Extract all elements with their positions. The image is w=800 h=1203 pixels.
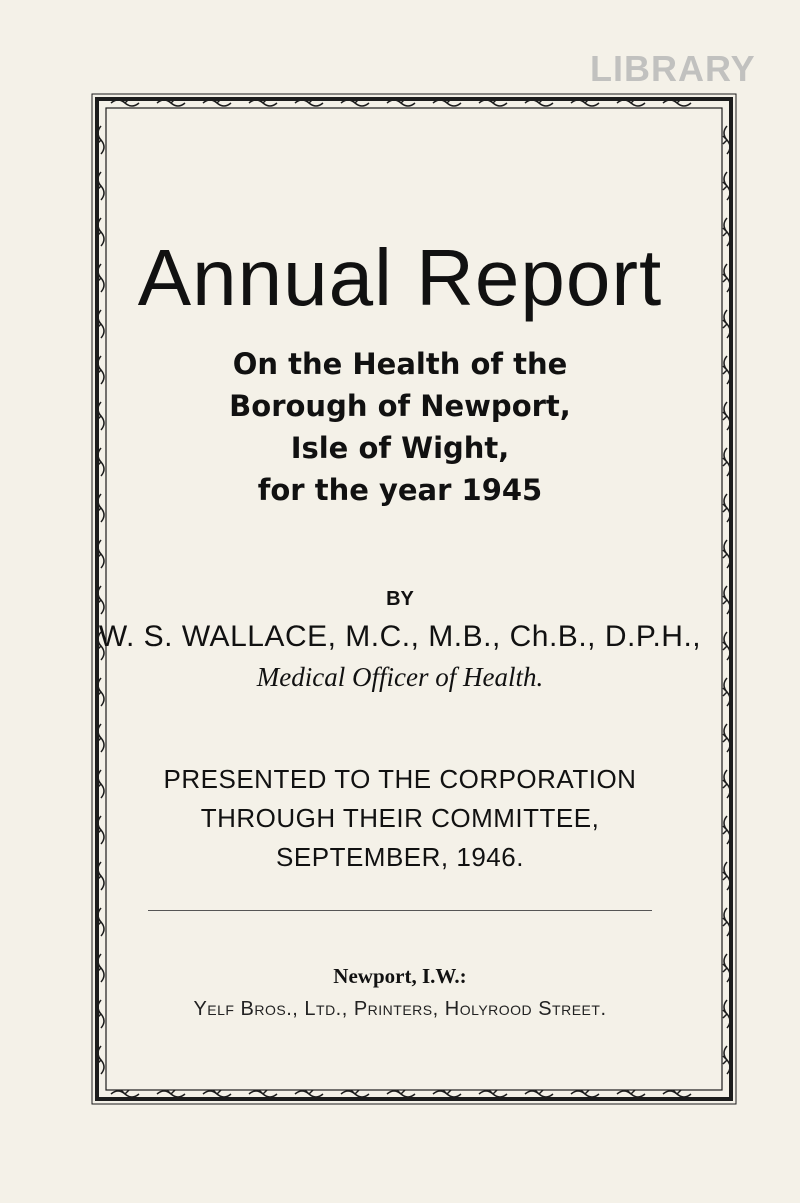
author-name: W. S. WALLACE, M.C., M.B., Ch.B., D.P.H.,: [98, 620, 702, 653]
report-subtitle: [0, 343, 800, 511]
printer-imprint: Yelf Bros., Ltd., Printers, Holyrood Street.: [193, 998, 607, 1020]
border-ornament: [663, 1090, 691, 1097]
presentation-line: PRESENTED TO THE CORPORATION: [163, 764, 637, 794]
presentation-note: [0, 760, 800, 877]
border-ornament: [249, 1090, 277, 1097]
publication-place: Newport, I.W.:: [333, 964, 467, 988]
border-ornament: [723, 126, 730, 154]
border-ornament: [723, 1046, 730, 1074]
library-stamp: LIBRARY: [590, 48, 756, 89]
border-ornament: [723, 908, 730, 936]
border-ornament: [387, 1090, 415, 1097]
presentation-line: SEPTEMBER, 1946.: [276, 842, 524, 872]
subtitle-line: for the year 1945: [257, 473, 543, 507]
subtitle-line: On the Health of the: [232, 347, 568, 381]
border-ornament: [617, 1090, 645, 1097]
border-ornament: [479, 1090, 507, 1097]
border-ornament: [723, 540, 730, 568]
border-ornament: [723, 172, 730, 200]
presentation-line: THROUGH THEIR COMMITTEE,: [200, 803, 600, 833]
border-ornament: [111, 1090, 139, 1097]
border-ornament: [571, 1090, 599, 1097]
by-label: BY: [386, 588, 414, 610]
border-ornament: [525, 1090, 553, 1097]
divider-rule: [148, 910, 652, 911]
author-role: Medical Officer of Health.: [256, 662, 544, 692]
border-ornament: [723, 724, 730, 752]
border-ornament: [295, 1090, 323, 1097]
report-title: Annual Report: [137, 233, 663, 322]
subtitle-line: Isle of Wight,: [290, 431, 510, 465]
border-ornament: [433, 1090, 461, 1097]
border-ornament: [157, 1090, 185, 1097]
border-ornament: [203, 1090, 231, 1097]
border-ornament: [341, 1090, 369, 1097]
subtitle-line: Borough of Newport,: [229, 389, 571, 423]
